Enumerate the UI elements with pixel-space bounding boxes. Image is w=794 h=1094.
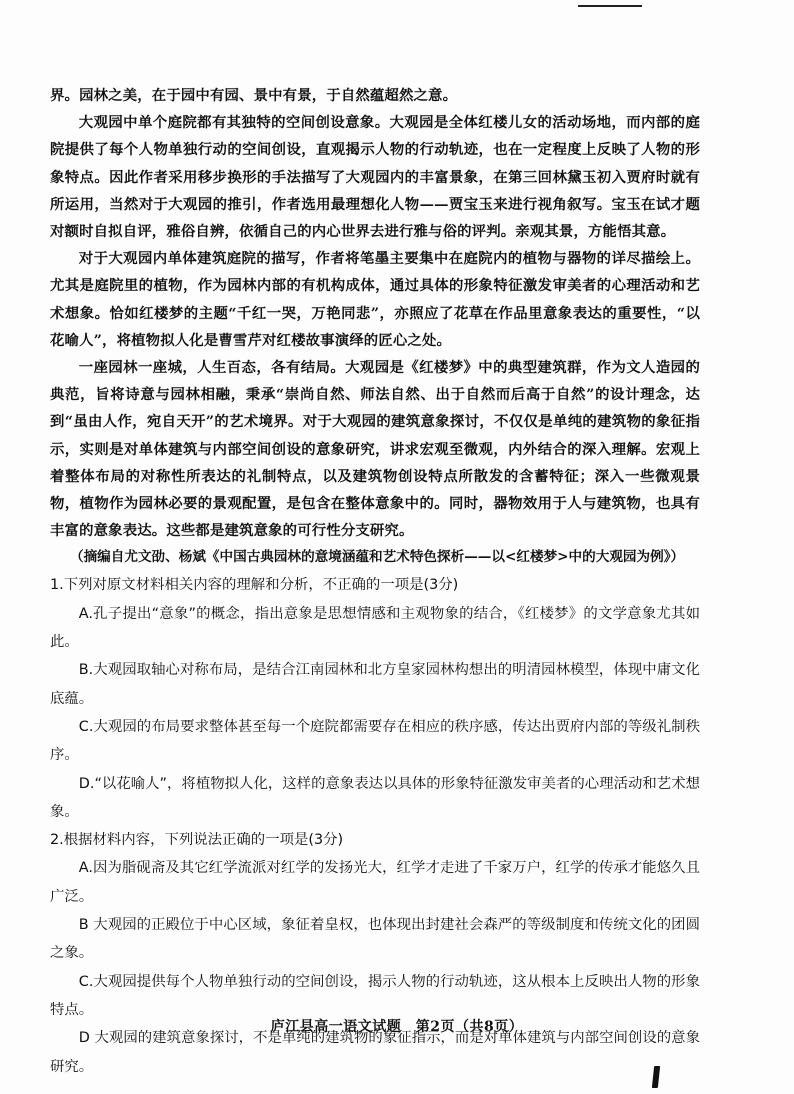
passage-paragraph-3: 对于大观园内单体建筑庭院的描写，作者将笔墨主要集中在庭院内的植物与器物的详尽描绘上。尤其是庭院里的植物，作为园林内部的有机构成体，通过具体的形象特征激发审美者的心理活动和艺术想象。恰如红楼梦的主题“千红一哭，万艳同悲”，亦照应了花草在作品里意象表达的重要性，“以花喻人”，将植物拟人化是曹雪芹对红楼故事演绎的匠心之处。: [50, 250, 700, 349]
question-1-option-c: C.大观园的布局要求整体甚至每一个庭院都需要存在相应的秩序感，传达出贾府内部的等级礼制秩序。: [50, 718, 700, 764]
question-2-option-b: B 大观园的正殿位于中心区域，象征着皇权，也体现出封建社会森严的等级制度和传统文化的团圆之象。: [50, 917, 700, 962]
page-footer: 庐江县高一语文试题 第2页（共8页）: [270, 1019, 524, 1035]
question-1-option-a: A.孔子提出“意象”的概念，指出意象是思想情感和主观物象的结合，《红楼梦》的文学意象尤其如此。: [50, 605, 700, 651]
corner-scan-mark: [652, 1066, 660, 1088]
passage-paragraph-4: 一座园林一座城，人生百态，各有结局。大观园是《红楼梦》中的典型建筑群，作为文人造园的典范，旨将诗意与园林相融，秉承“崇尚自然、师法自然、出于自然而后高于自然”的设计理念，达到“虽由人作，宛自天开”的艺术境界。对于大观园的建筑意象探讨，不仅仅是单纯的建筑物的象征指示，实则是对单体建筑与内部空间创设的意象研究，讲求宏观至微观，内外结合的深入理解。宏观上着整体布局的对称性所表达的礼制特点，以及建筑物创设特点所散发的含蓄特征；深入一些微观景物，植物作为园林必要的景观配置，是包含在整体意象中的。同时，器物效用于人与建筑物，也具有丰富的意象表达。这些都是建筑意象的可行性分支研究。: [50, 359, 700, 540]
question-2-stem: 2.根据材料内容，下列说法正确的一项是(3分): [50, 832, 344, 849]
question-2-option-d: D 大观园的建筑意象探讨，不是单纯的建筑物的象征指示，而是对单体建筑与内部空间创设的意象研究。: [50, 1030, 700, 1075]
question-1-option-b: B.大观园取轴心对称布局，是结合江南园林和北方皇家园林构想出的明清园林模型，体现中庸文化底蕴。: [50, 662, 700, 707]
question-2-option-c: C.大观园提供每个人物单独行动的空间创设，揭示人物的行动轨迹，这从根本上反映出人物的形象特点。: [50, 973, 700, 1018]
passage-paragraph-2: 大观园中单个庭院都有其独特的空间创设意象。大观园是全体红楼儿女的活动场地，而内部的庭院提供了每个人物单独行动的空间创设，直观揭示人物的行动轨迹，也在一定程度上反映了人物的形象特点。因此作者采用移步换形的手法描写了大观园内的丰富景象，在第三回林黛玉初入贾府时就有所运用，当然对于大观园的推引，作者选用最理想化人物——贾宝玉来进行视角叙写。宝玉在试才题对额时自拟自评，雅俗自辨，依循自己的内心世界去进行雅与俗的评判。亲观其景，方能悟其意。: [50, 114, 700, 241]
passage-paragraph-1: 界。园林之美，在于园中有园、景中有景，于自然蕴超然之意。: [50, 87, 458, 104]
page-content: [50, 82, 700, 1081]
question-2-option-a: A.因为脂砚斋及其它红学流派对红学的发扬光大，红学才走进了千家万户，红学的传承才能悠久且广泛。: [50, 860, 700, 905]
question-1-option-d: D.“以花喻人”，将植物拟人化，这样的意象表达以具体的形象特征激发审美者的心理活动和艺术想象。: [50, 775, 700, 820]
top-edge-mark: [578, 0, 642, 7]
source-citation: （摘编自尤文劭、杨斌《中国古典园林的意境涵蕴和艺术特色探析——以<红楼梦>中的大观园为例》）: [70, 549, 685, 566]
question-1-stem: 1.下列对原文材料相关内容的理解和分析，不正确的一项是(3分): [50, 577, 459, 594]
